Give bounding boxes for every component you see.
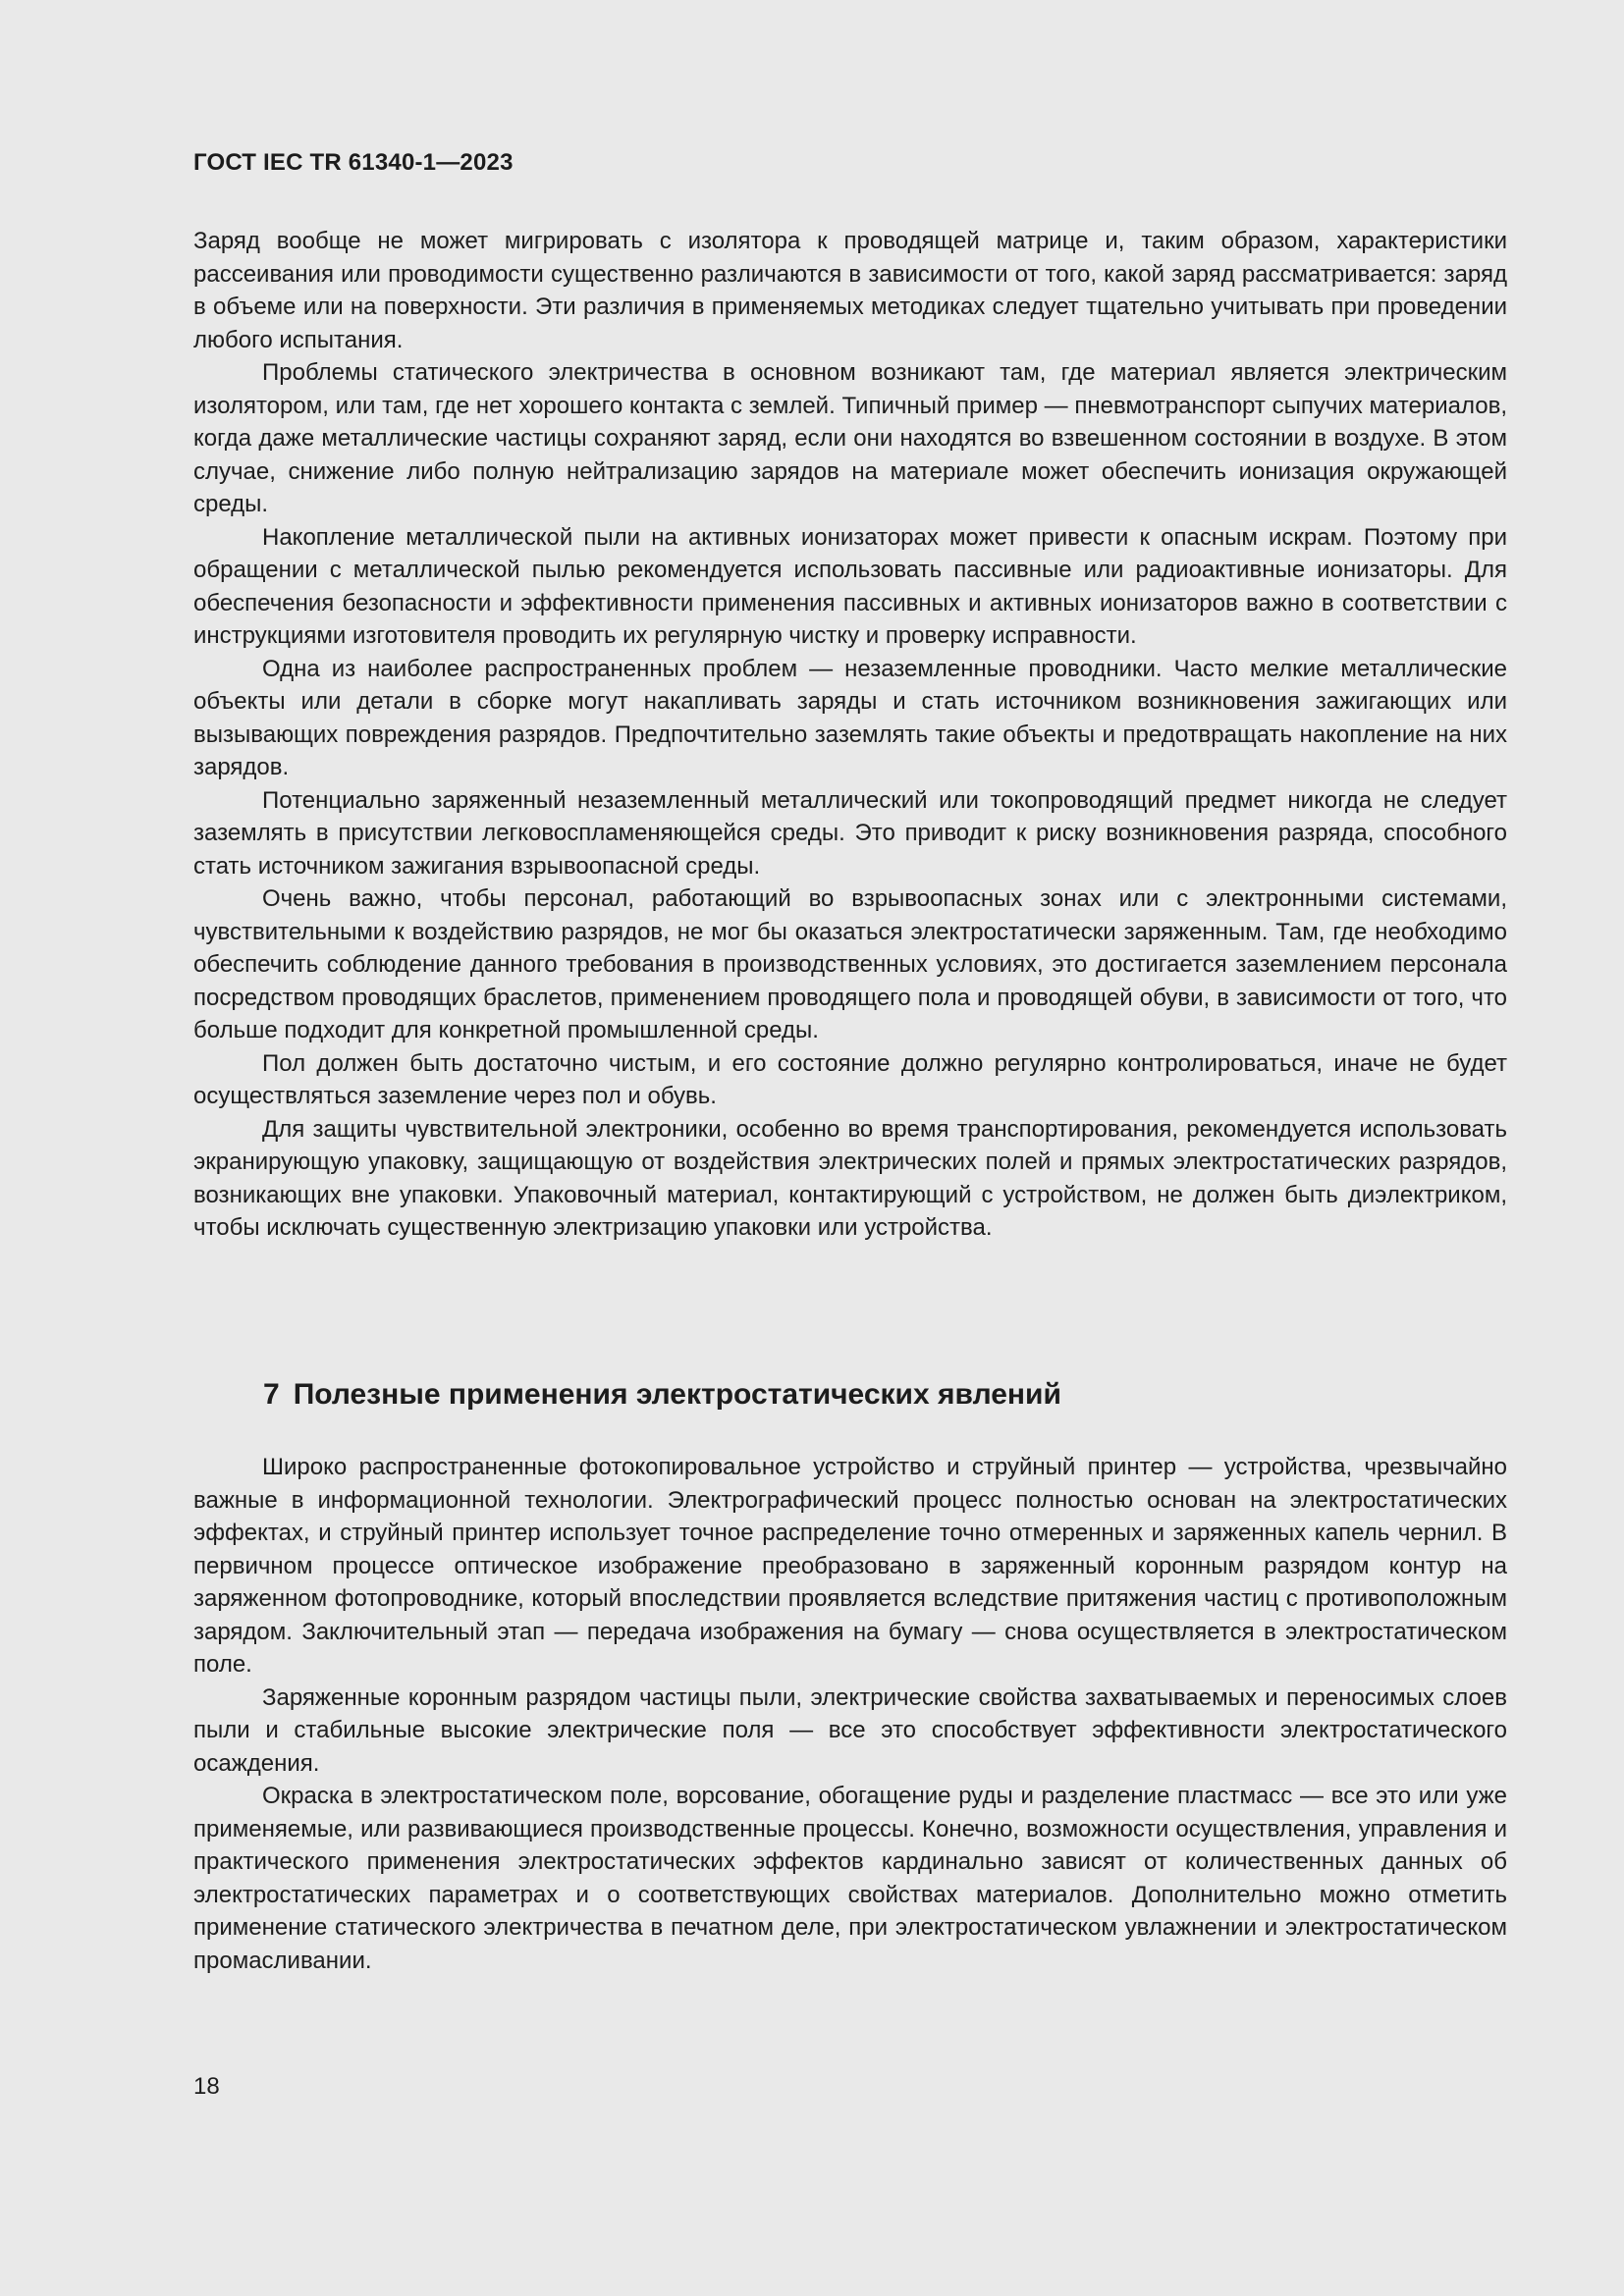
section-heading [263, 1378, 1061, 1412]
paragraph: Широко распространенные фотокопировальное устройство и струйный принтер — устройства, чрезвычайно важные в информационной технологии. Электрографический процесс полностью основан на электростатических эффектах, и струйный принтер использует точное распределение точно отмеренных и заряженных капель чернил. В первичном процессе оптическое изображение преобразовано в заряженный коронным разрядом контур на заряженном фотопроводнике, который впоследствии проявляется вследствие притяжения частиц с противоположным зарядом. Заключительный этап — передача изображения на бумагу — снова осуществляется в электростатическом поле. [193, 1454, 1507, 1678]
paragraph: Проблемы статического электричества в основном возникают там, где материал является электрическим изолятором, или там, где нет хорошего контакта с землей. Типичный пример — пневмотранспорт сыпучих материалов, когда даже металлические частицы сохраняют заряд, если они находятся во взвешенном состоянии в воздухе. В этом случае, снижение либо полную нейтрализацию зарядов на материале может обеспечить ионизация окружающей среды. [193, 359, 1507, 517]
paragraph: Потенциально заряженный незаземленный металлический или токопроводящий предмет никогда не следует заземлять в присутствии легковоспламеняющейся среды. Это приводит к риску возникновения разряда, способного стать источником зажигания взрывоопасной среды. [193, 786, 1507, 880]
section-number: 7 [263, 1378, 280, 1411]
paragraph: Очень важно, чтобы персонал, работающий во взрывоопасных зонах или с электронными системами, чувствительными к воздействию разрядов, не мог бы оказаться электростатически заряженным. Там, где необходимо обеспечить соблюдение данного требования в производственных условиях, это достигается заземлением персонала посредством проводящих браслетов, применением проводящего пола и проводящей обуви, в зависимости от того, что больше подходит для конкретной промышленной среды. [193, 885, 1507, 1043]
paragraph: Заряженные коронным разрядом частицы пыли, электрические свойства захватываемых и переносимых слоев пыли и стабильные высокие электрические поля — все это способствует эффективности электростатического осаждения. [193, 1683, 1507, 1777]
paragraph: Пол должен быть достаточно чистым, и его состояние должно регулярно контролироваться, иначе не будет осуществляться заземление через пол и обувь. [193, 1049, 1507, 1109]
paragraph: Накопление металлической пыли на активных ионизаторах может привести к опасным искрам. Поэтому при обращении с металлической пылью рекомендуется использовать пассивные или радиоактивные ионизаторы. Для обеспечения безопасности и эффективности применения пассивных и активных ионизаторов важно в соответствии с инструкциями изготовителя проводить их регулярную чистку и проверку исправности. [193, 523, 1507, 649]
page-number: 18 [193, 2073, 220, 2100]
paragraph: Одна из наиболее распространенных проблем — незаземленные проводники. Часто мелкие металлические объекты или детали в сборке могут накапливать заряды и стать источником возникновения зажигающих или вызывающих повреждения разрядов. Предпочтительно заземлять такие объекты и предотвращать накопление на них зарядов. [193, 655, 1507, 780]
section-title: Полезные применения электростатических явлений [293, 1378, 1061, 1411]
paragraph: Заряд вообще не может мигрировать с изолятора к проводящей матрице и, таким образом, характеристики рассеивания или проводимости существенно различаются в зависимости от того, какой заряд рассматривается: заряд в объеме или на поверхности. Эти различия в применяемых методиках следует тщательно учитывать при проведении любого испытания. [193, 228, 1507, 353]
body-text-before-section [193, 225, 1507, 1245]
paragraph: Для защиты чувствительной электроники, особенно во время транспортирования, рекомендуется использовать экранирующую упаковку, защищающую от воздействия электрических полей и прямых электростатических разрядов, возникающих вне упаковки. Упаковочный материал, контактирующий с устройством, не должен быть диэлектриком, чтобы исключать существенную электризацию упаковки или устройства. [193, 1115, 1507, 1241]
body-text-section-7 [193, 1451, 1507, 1977]
document-header: ГОСТ IEC TR 61340-1—2023 [193, 149, 514, 176]
paragraph: Окраска в электростатическом поле, ворсование, обогащение руды и разделение пластмасс — все это или уже применяемые, или развивающиеся производственные процессы. Конечно, возможности осуществления, управления и практического применения электростатических эффектов кардинально зависят от количественных данных об электростатических параметрах и о соответствующих свойствах материалов. Дополнительно можно отметить применение статического электричества в печатном деле, при электростатическом увлажнении и электростатическом промасливании. [193, 1783, 1507, 1974]
